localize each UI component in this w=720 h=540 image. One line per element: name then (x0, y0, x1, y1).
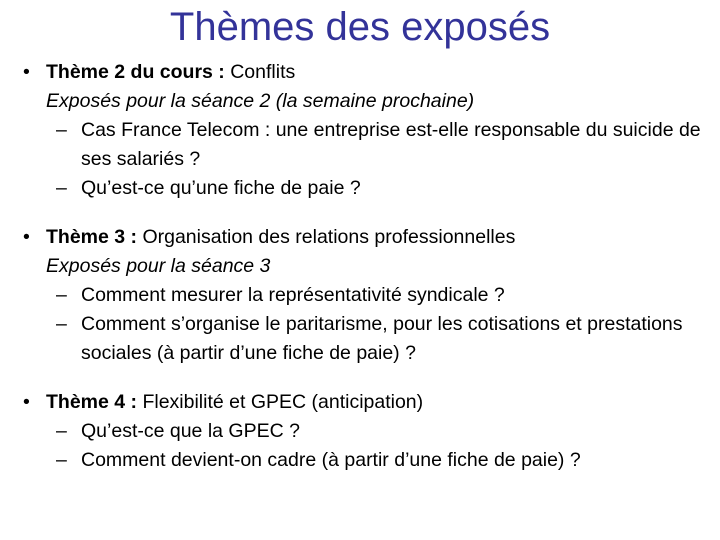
list-item-text: Comment mesurer la représentativité syndicale ? (81, 284, 505, 306)
session-line: Exposés pour la séance 3 (46, 255, 271, 277)
slide-title: Thèmes des exposés (169, 5, 551, 49)
dash-icon: – (56, 420, 67, 442)
list-item (46, 281, 710, 310)
dash-icon: – (56, 449, 67, 471)
theme-label: Thème 3 : (46, 226, 138, 248)
dash-icon: – (56, 177, 67, 199)
dash-icon: – (56, 284, 67, 306)
theme-label: Thème 2 du cours : (46, 61, 225, 83)
session-line: Exposés pour la séance 2 (la semaine prochaine) (46, 90, 475, 112)
bullet-icon: • (23, 226, 30, 248)
slide-body (20, 58, 710, 475)
theme-heading (46, 58, 710, 87)
theme-heading (46, 388, 710, 417)
list-item (46, 116, 710, 174)
list-item-text: Comment s’organise le paritarisme, pour les cotisations et prestations sociales (à partir d’une fiche de paie) ? (81, 313, 683, 364)
dash-icon: – (56, 119, 67, 141)
theme-label: Thème 4 : (46, 391, 138, 413)
list-item-text: Comment devient-on cadre (à partir d’une fiche de paie) ? (81, 449, 581, 471)
theme-block (20, 58, 710, 203)
bullet-icon: • (23, 391, 30, 413)
theme-subject: Organisation des relations professionnelles (142, 226, 516, 248)
bullet-icon: • (23, 61, 30, 83)
theme-subject: Conflits (230, 61, 296, 83)
list-item (46, 446, 710, 475)
list-item (46, 174, 710, 203)
list-item (46, 417, 710, 446)
theme-block (20, 388, 710, 475)
list-item-text: Cas France Telecom : une entreprise est-elle responsable du suicide de ses salariés ? (81, 119, 701, 170)
list-item-text: Qu’est-ce que la GPEC ? (81, 420, 300, 442)
theme-block (20, 223, 710, 368)
list-item (46, 310, 710, 368)
list-item-text: Qu’est-ce qu’une fiche de paie ? (81, 177, 361, 199)
theme-subject: Flexibilité et GPEC (anticipation) (142, 391, 424, 413)
dash-icon: – (56, 313, 67, 335)
theme-heading (46, 223, 710, 252)
